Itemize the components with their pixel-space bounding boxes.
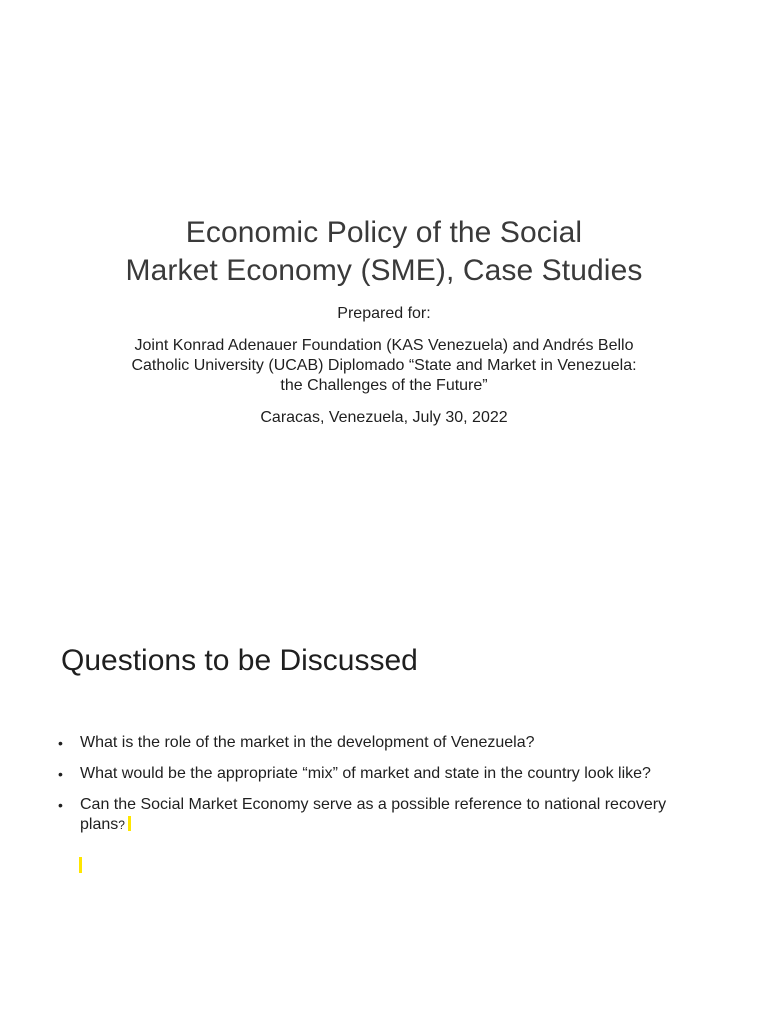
question-text: What would be the appropriate “mix” of market and state in the country look like? — [80, 765, 651, 782]
question-text: What is the role of the market in the development of Venezuela? — [80, 734, 535, 751]
highlight-mark-icon — [128, 816, 131, 831]
organization-line: Joint Konrad Adenauer Foundation (KAS Venezuela) and Andrés Bello — [134, 337, 634, 354]
organization-text — [0, 336, 768, 396]
question-text: Can the Social Market Economy serve as a possible reference to national recovery plans — [80, 796, 667, 833]
questions-list — [58, 733, 708, 846]
place-date: Caracas, Venezuela, July 30, 2022 — [260, 409, 508, 426]
slide-title-line: Economic Policy of the Social — [185, 216, 583, 249]
bullet-icon: • — [58, 766, 63, 782]
bullet-icon: • — [58, 735, 63, 751]
highlight-mark-icon — [79, 857, 82, 873]
slide-title-line: Market Economy (SME), Case Studies — [125, 254, 643, 287]
list-item — [58, 733, 708, 753]
question-mark: ? — [118, 818, 125, 832]
slide-subtitle — [0, 304, 768, 428]
organization-line: the Challenges of the Future” — [280, 377, 488, 394]
slide-title — [0, 214, 768, 290]
organization-line: Catholic University (UCAB) Diplomado “State and Market in Venezuela: — [131, 357, 637, 374]
list-item — [58, 764, 708, 784]
questions-title: Questions to be Discussed — [61, 644, 418, 677]
prepared-for-label: Prepared for: — [337, 305, 431, 322]
bullet-icon: • — [58, 797, 63, 813]
list-item — [58, 795, 708, 835]
